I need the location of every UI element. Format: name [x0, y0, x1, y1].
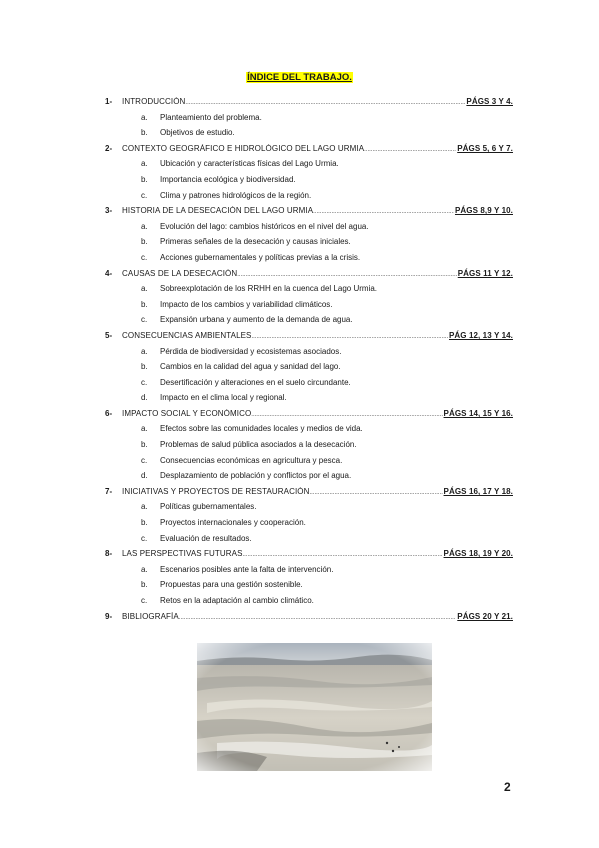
subsection-letter: d.	[141, 471, 148, 481]
subsection-title: Retos en la adaptación al cambio climático.	[160, 596, 314, 605]
subsection-title: Proyectos internacionales y cooperación.	[160, 518, 306, 528]
section-pages: PÁGS 16, 17 Y 18.	[443, 486, 513, 496]
section-pages: PÁGS 18, 19 Y 20.	[443, 549, 513, 559]
table-of-contents	[0, 94, 599, 624]
subsection-title: Planteamiento del problema.	[160, 112, 262, 122]
section-title: INICIATIVAS Y PROYECTOS DE RESTAURACIÓN .....	[122, 487, 513, 496]
subsection-letter: c.	[141, 252, 148, 262]
subsection-letter: b.	[141, 237, 148, 247]
toc-subsection	[0, 421, 599, 437]
section-pages: PÁGS 5, 6 Y 7.	[457, 143, 513, 153]
toc-section	[0, 328, 599, 344]
document-title	[0, 72, 599, 83]
subsection-title: Impacto de los cambios y variabilidad climáticos.	[160, 299, 333, 309]
toc-subsection	[0, 437, 599, 453]
toc-subsection	[0, 281, 599, 297]
subsection-letter: c.	[141, 190, 148, 200]
subsection-title: Efectos sobre las comunidades locales y medios de vida.	[160, 424, 363, 434]
section-title: LAS PERSPECTIVAS FUTURAS .....	[122, 549, 513, 558]
page-number: 2	[504, 780, 511, 794]
subsection-letter: a.	[141, 564, 148, 574]
subsection-letter: b.	[141, 174, 148, 184]
toc-subsection	[0, 234, 599, 250]
subsection-title: Clima y patrones hidrológicos de la región.	[160, 190, 312, 200]
subsection-letter: a.	[141, 502, 148, 512]
section-title: CONTEXTO GEOGRÁFICO E HIDROLÓGICO DEL LAGO URMIA .....	[122, 144, 513, 153]
subsection-letter: b.	[141, 128, 148, 138]
toc-subsection	[0, 125, 599, 141]
subsection-letter: c.	[141, 315, 148, 325]
subsection-title: Evaluación de resultados.	[160, 533, 252, 543]
toc-subsection	[0, 312, 599, 328]
toc-subsection	[0, 219, 599, 235]
subsection-title: Expansión urbana y aumento de la demanda de agua.	[160, 315, 353, 325]
section-pages: PÁGS 11 Y 12.	[457, 268, 513, 278]
subsection-title: Problemas de salud pública asociados a la desecación.	[160, 440, 357, 450]
section-number: 8-	[105, 549, 113, 559]
subsection-letter: a.	[141, 346, 148, 356]
subsection-letter: b.	[141, 299, 148, 309]
subsection-title: Propuestas para una gestión sostenible.	[160, 580, 303, 590]
title-text: ÍNDICE DEL TRABAJO.	[247, 72, 352, 83]
toc-subsection	[0, 453, 599, 469]
toc-section	[0, 141, 599, 157]
toc-subsection	[0, 156, 599, 172]
subsection-letter: a.	[141, 221, 148, 231]
subsection-letter: a.	[141, 284, 148, 294]
subsection-letter: c.	[141, 596, 148, 605]
toc-subsection	[0, 499, 599, 515]
subsection-title: Cambios en la calidad del agua y sanidad del lago.	[160, 362, 341, 372]
subsection-letter: c.	[141, 377, 148, 387]
subsection-letter: b.	[141, 362, 148, 372]
subsection-title: Desertificación y alteraciones en el suelo circundante.	[160, 377, 351, 387]
section-number: 3-	[105, 206, 113, 216]
subsection-letter: b.	[141, 518, 148, 528]
section-number: 6-	[105, 408, 113, 418]
subsection-title: Primeras señales de la desecación y causas iniciales.	[160, 237, 351, 247]
section-pages: PÁGS 8,9 Y 10.	[454, 206, 513, 216]
toc-subsection	[0, 188, 599, 204]
subsection-title: Ubicación y características físicas del Lago Urmia.	[160, 159, 339, 169]
section-title: BIBLIOGRAFÍA .....	[122, 612, 513, 621]
toc-subsection	[0, 577, 599, 593]
section-number: 5-	[105, 330, 113, 340]
subsection-letter: b.	[141, 440, 148, 450]
toc-subsection	[0, 172, 599, 188]
section-title: CAUSAS DE LA DESECACIÓN .....	[122, 269, 513, 278]
toc-section	[0, 406, 599, 422]
toc-subsection	[0, 297, 599, 313]
section-number: 7-	[105, 486, 113, 496]
section-pages: PÁG 12, 13 Y 14.	[448, 330, 513, 340]
subsection-title: Evolución del lago: cambios históricos en el nivel del agua.	[160, 221, 369, 231]
subsection-title: Consecuencias económicas en agricultura y pesca.	[160, 455, 343, 465]
subsection-title: Políticas gubernamentales.	[160, 502, 257, 512]
subsection-letter: a.	[141, 424, 148, 434]
toc-subsection	[0, 390, 599, 406]
toc-subsection	[0, 359, 599, 375]
subsection-title: Objetivos de estudio.	[160, 128, 235, 138]
subsection-letter: a.	[141, 112, 148, 122]
toc-section	[0, 484, 599, 500]
subsection-title: Desplazamiento de población y conflictos por el agua.	[160, 471, 352, 481]
section-number: 2-	[105, 143, 113, 153]
toc-subsection	[0, 344, 599, 360]
section-number: 9-	[105, 611, 113, 621]
subsection-letter: c.	[141, 455, 148, 465]
subsection-title: Sobreexplotación de los RRHH en la cuenca del Lago Urmia.	[160, 284, 378, 294]
toc-subsection	[0, 468, 599, 484]
section-pages: PÁGS 20 Y 21.	[457, 611, 513, 621]
section-number: 4-	[105, 268, 113, 278]
subsection-title: Pérdida de biodiversidad y ecosistemas asociados.	[160, 346, 342, 356]
toc-subsection	[0, 562, 599, 578]
section-title: IMPACTO SOCIAL Y ECONÓMICO .....	[122, 409, 513, 418]
subsection-title: Importancia ecológica y biodiversidad.	[160, 174, 296, 184]
toc-subsection	[0, 515, 599, 531]
toc-subsection	[0, 250, 599, 266]
section-pages: PÁGS 14, 15 Y 16.	[443, 408, 513, 418]
toc-section	[0, 266, 599, 282]
section-number: 1-	[105, 97, 113, 106]
toc-subsection	[0, 110, 599, 126]
subsection-letter: d.	[141, 393, 148, 403]
subsection-letter: b.	[141, 580, 148, 590]
toc-section	[0, 609, 599, 625]
toc-section	[0, 94, 599, 110]
subsection-title: Impacto en el clima local y regional.	[160, 393, 287, 403]
subsection-title: Acciones gubernamentales y políticas previas a la crisis.	[160, 252, 361, 262]
subsection-letter: c.	[141, 533, 148, 543]
section-title: HISTORIA DE LA DESECACIÓN DEL LAGO URMIA .....	[122, 206, 513, 215]
dried-lakebed-image	[197, 643, 432, 771]
section-title: CONSECUENCIAS AMBIENTALES .....	[122, 331, 513, 340]
section-pages: PÁGS 3 Y 4.	[466, 97, 513, 106]
subsection-title: Escenarios posibles ante la falta de intervención.	[160, 564, 334, 574]
toc-subsection	[0, 593, 599, 609]
toc-section	[0, 546, 599, 562]
toc-subsection	[0, 375, 599, 391]
toc-section	[0, 203, 599, 219]
subsection-letter: a.	[141, 159, 148, 169]
section-title: INTRODUCCIÓN .....	[122, 97, 513, 106]
lake-urmia-photo	[197, 643, 432, 771]
toc-subsection	[0, 531, 599, 547]
